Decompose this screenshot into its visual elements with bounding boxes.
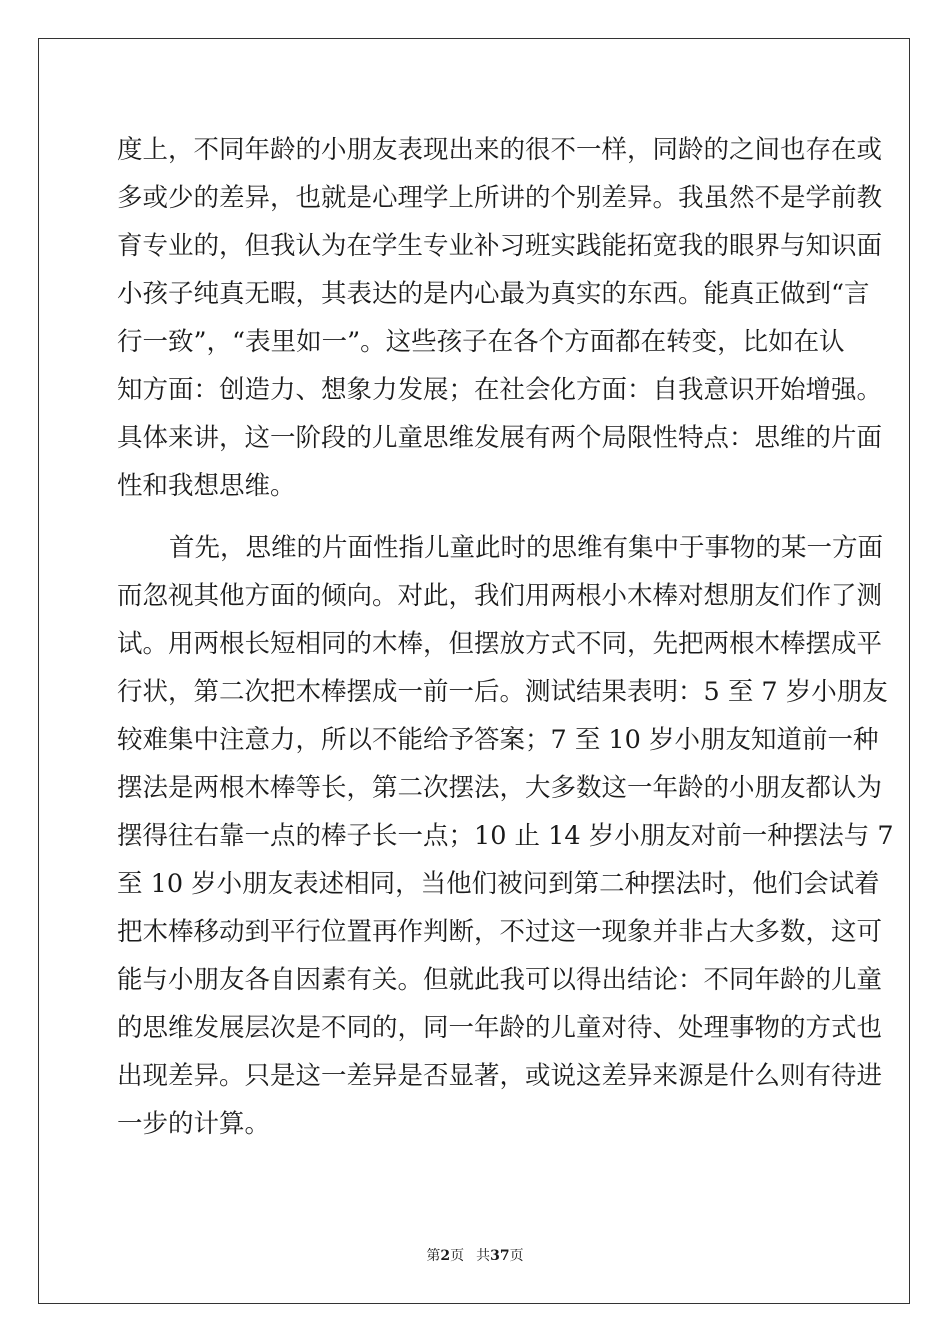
paragraph-line: 首先，思维的片面性指儿童此时的思维有集中于事物的某一方面 xyxy=(169,533,884,563)
paragraph-line: 知方面：创造力、想象力发展；在社会化方面：自我意识开始增强。 xyxy=(117,375,883,405)
page-footer xyxy=(0,1246,950,1266)
paragraph-line: 小孩子纯真无暇，其表达的是内心最为真实的东西。能真正做到“言 xyxy=(117,279,870,309)
paragraph-line: 度上，不同年龄的小朋友表现出来的很不一样，同龄的之间也存在或 xyxy=(117,135,883,165)
paragraph-line: 把木棒移动到平行位置再作判断，不过这一现象并非占大多数，这可 xyxy=(117,917,883,947)
paragraph-line: 行状，第二次把木棒摆成一前一后。测试结果表明：5 至 7 岁小朋友 xyxy=(117,677,888,707)
page-number: 2 xyxy=(440,1248,451,1264)
paragraph-line: 至 10 岁小朋友表述相同，当他们被问到第二种摆法时，他们会试着 xyxy=(117,869,880,899)
paragraph-line: 具体来讲，这一阶段的儿童思维发展有两个局限性特点：思维的片面 xyxy=(117,423,883,453)
paragraph-line: 摆得往右靠一点的棒子长一点；10 止 14 岁小朋友对前一种摆法与 7 xyxy=(117,821,894,851)
paragraph-line: 一步的计算。 xyxy=(117,1109,271,1139)
paragraph-line: 而忽视其他方面的倾向。对此，我们用两根小木棒对想朋友们作了测 xyxy=(117,581,883,611)
paragraph-line: 多或少的差异，也就是心理学上所讲的个别差异。我虽然不是学前教 xyxy=(117,183,883,213)
paragraph-line: 育专业的，但我认为在学生专业补习班实践能拓宽我的眼界与知识面 xyxy=(117,231,883,261)
paragraph-line: 较难集中注意力，所以不能给予答案；7 至 10 岁小朋友知道前一种 xyxy=(117,725,879,755)
paragraph-line: 出现差异。只是这一差异是否显著，或说这差异来源是什么则有待进 xyxy=(117,1061,883,1091)
paragraph-line: 行一致”，“表里如一”。这些孩子在各个方面都在转变，比如在认 xyxy=(117,327,845,357)
total-pages: 37 xyxy=(490,1248,510,1264)
paragraph-line: 试。用两根长短相同的木棒，但摆放方式不同，先把两根木棒摆成平 xyxy=(117,629,883,659)
paragraph-line: 的思维发展层次是不同的，同一年龄的儿童对待、处理事物的方式也 xyxy=(117,1013,883,1043)
paragraph-line: 能与小朋友各自因素有关。但就此我可以得出结论：不同年龄的儿童 xyxy=(117,965,883,995)
total-suffix: 页 xyxy=(509,1248,524,1264)
paragraph-line: 摆法是两根木棒等长，第二次摆法，大多数这一年龄的小朋友都认为 xyxy=(117,773,883,803)
total-prefix: 共 xyxy=(476,1248,491,1264)
page-suffix: 页 xyxy=(450,1248,465,1264)
page-prefix: 第 xyxy=(426,1248,441,1264)
paragraph-line: 性和我想思维。 xyxy=(117,471,296,501)
